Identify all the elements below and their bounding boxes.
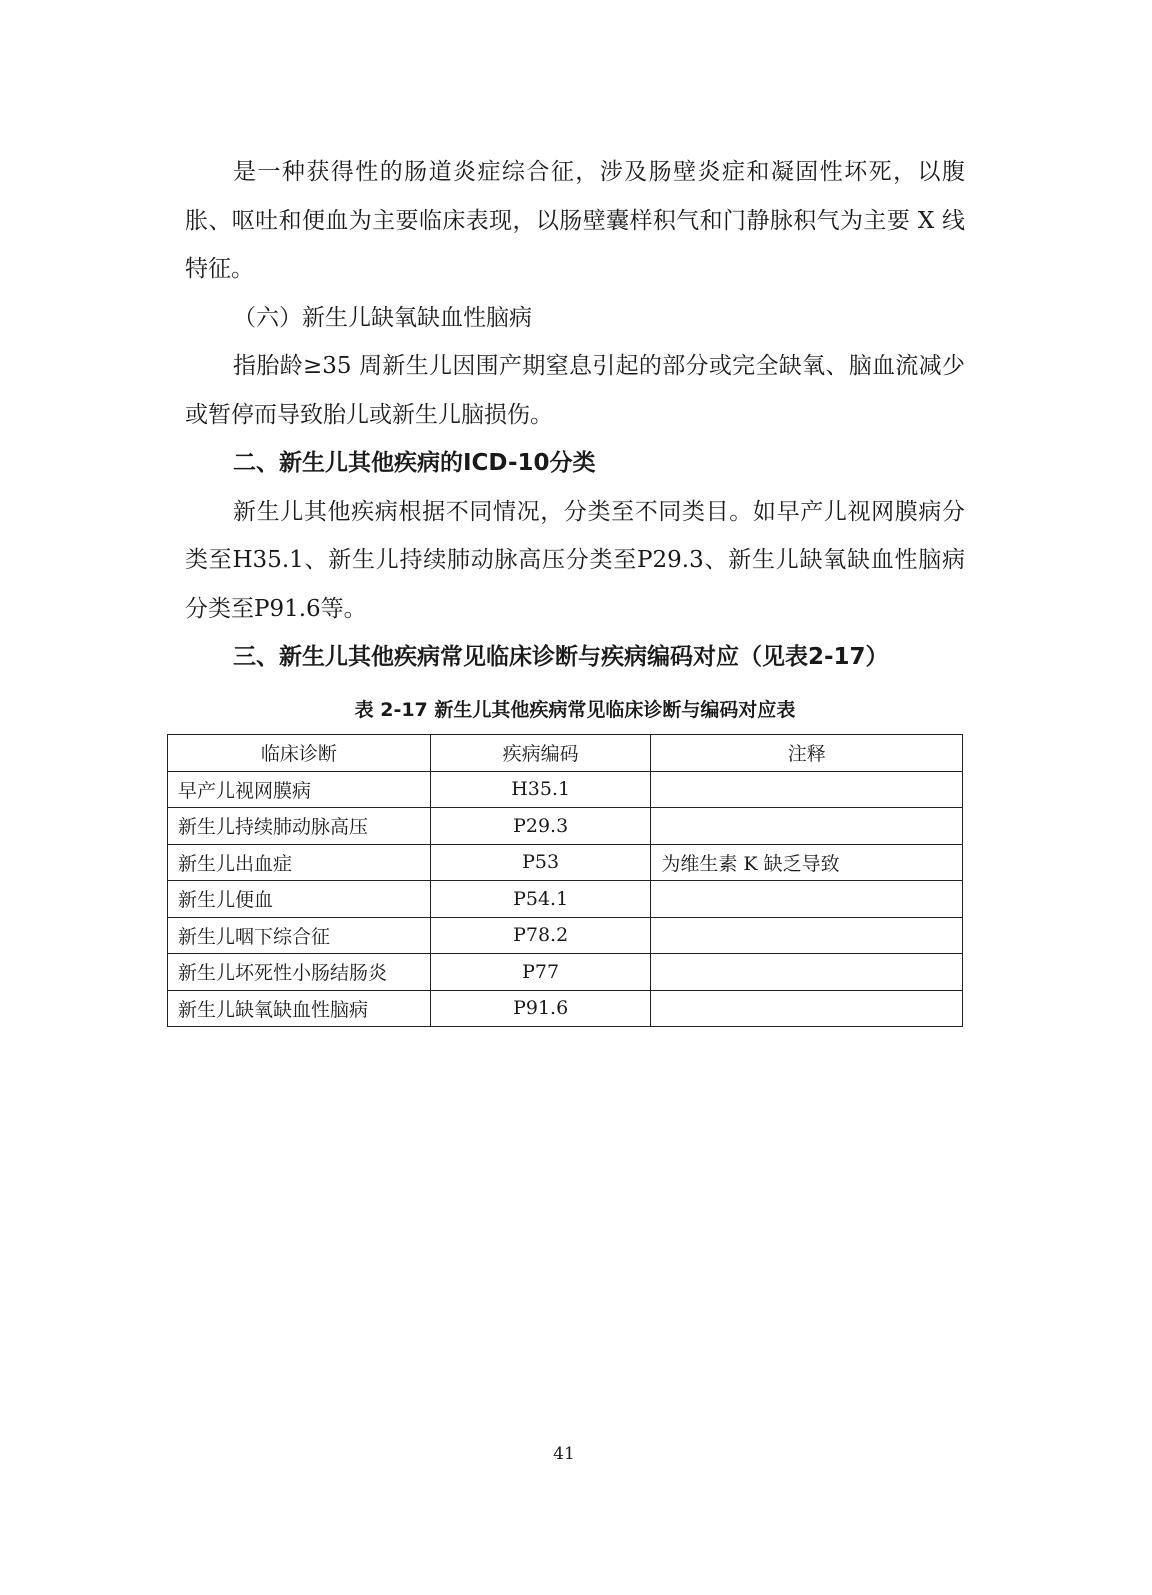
heading-section-3: 三、新生儿其他疾病常见临床诊断与疾病编码对应（见表2-17） (233, 644, 889, 670)
table-row (168, 917, 963, 954)
code-cell: P53 (430, 844, 651, 881)
table-row (168, 771, 963, 808)
table-row (168, 808, 963, 845)
code-cell: P29.3 (430, 808, 651, 845)
diagnosis-cell: 新生儿咽下综合征 (168, 917, 431, 954)
body-text (185, 148, 965, 732)
note-cell (651, 771, 963, 808)
diagnosis-cell: 新生儿便血 (168, 881, 431, 918)
diagnosis-cell: 新生儿缺氧缺血性脑病 (168, 990, 431, 1027)
column-header-code: 疾病编码 (430, 735, 651, 772)
paragraph-intro: 是一种获得性的肠道炎症综合征，涉及肠壁炎症和凝固性坏死，以腹胀、呕吐和便血为主要临床表现，以肠壁囊样积气和门静脉积气为主要 X 线特征。 (185, 159, 965, 282)
code-cell: P77 (430, 954, 651, 991)
diagnosis-cell: 早产儿视网膜病 (168, 771, 431, 808)
diagnosis-cell: 新生儿持续肺动脉高压 (168, 808, 431, 845)
table-row (168, 990, 963, 1027)
paragraph-section-6: 指胎龄≥35 周新生儿因围产期窒息引起的部分或完全缺氧、脑血流减少或暂停而导致胎儿或新生儿脑损伤。 (185, 353, 965, 428)
column-header-note: 注释 (651, 735, 963, 772)
column-header-diagnosis: 临床诊断 (168, 735, 431, 772)
table-header-row (168, 735, 963, 772)
table-row (168, 954, 963, 991)
table-caption: 表 2-17 新生儿其他疾病常见临床诊断与编码对应表 (354, 698, 796, 721)
code-cell: P78.2 (430, 917, 651, 954)
note-cell: 为维生素 K 缺乏导致 (651, 844, 963, 881)
page-number: 41 (553, 1444, 575, 1464)
note-cell (651, 990, 963, 1027)
paragraph-section-2: 新生儿其他疾病根据不同情况，分类至不同类目。如早产儿视网膜病分类至H35.1、新生儿持续肺动脉高压分类至P29.3、新生儿缺氧缺血性脑病分类至P91.6等。 (185, 498, 965, 622)
note-cell (651, 808, 963, 845)
subheading-section-6: （六）新生儿缺氧缺血性脑病 (233, 304, 532, 331)
heading-section-2: 二、新生儿其他疾病的ICD-10分类 (233, 450, 596, 476)
table-row (168, 844, 963, 881)
diagnosis-cell: 新生儿坏死性小肠结肠炎 (168, 954, 431, 991)
table-row (168, 881, 963, 918)
note-cell (651, 954, 963, 991)
code-cell: H35.1 (430, 771, 651, 808)
code-cell: P54.1 (430, 881, 651, 918)
diagnosis-code-table (167, 734, 963, 1027)
code-cell: P91.6 (430, 990, 651, 1027)
note-cell (651, 917, 963, 954)
note-cell (651, 881, 963, 918)
diagnosis-cell: 新生儿出血症 (168, 844, 431, 881)
